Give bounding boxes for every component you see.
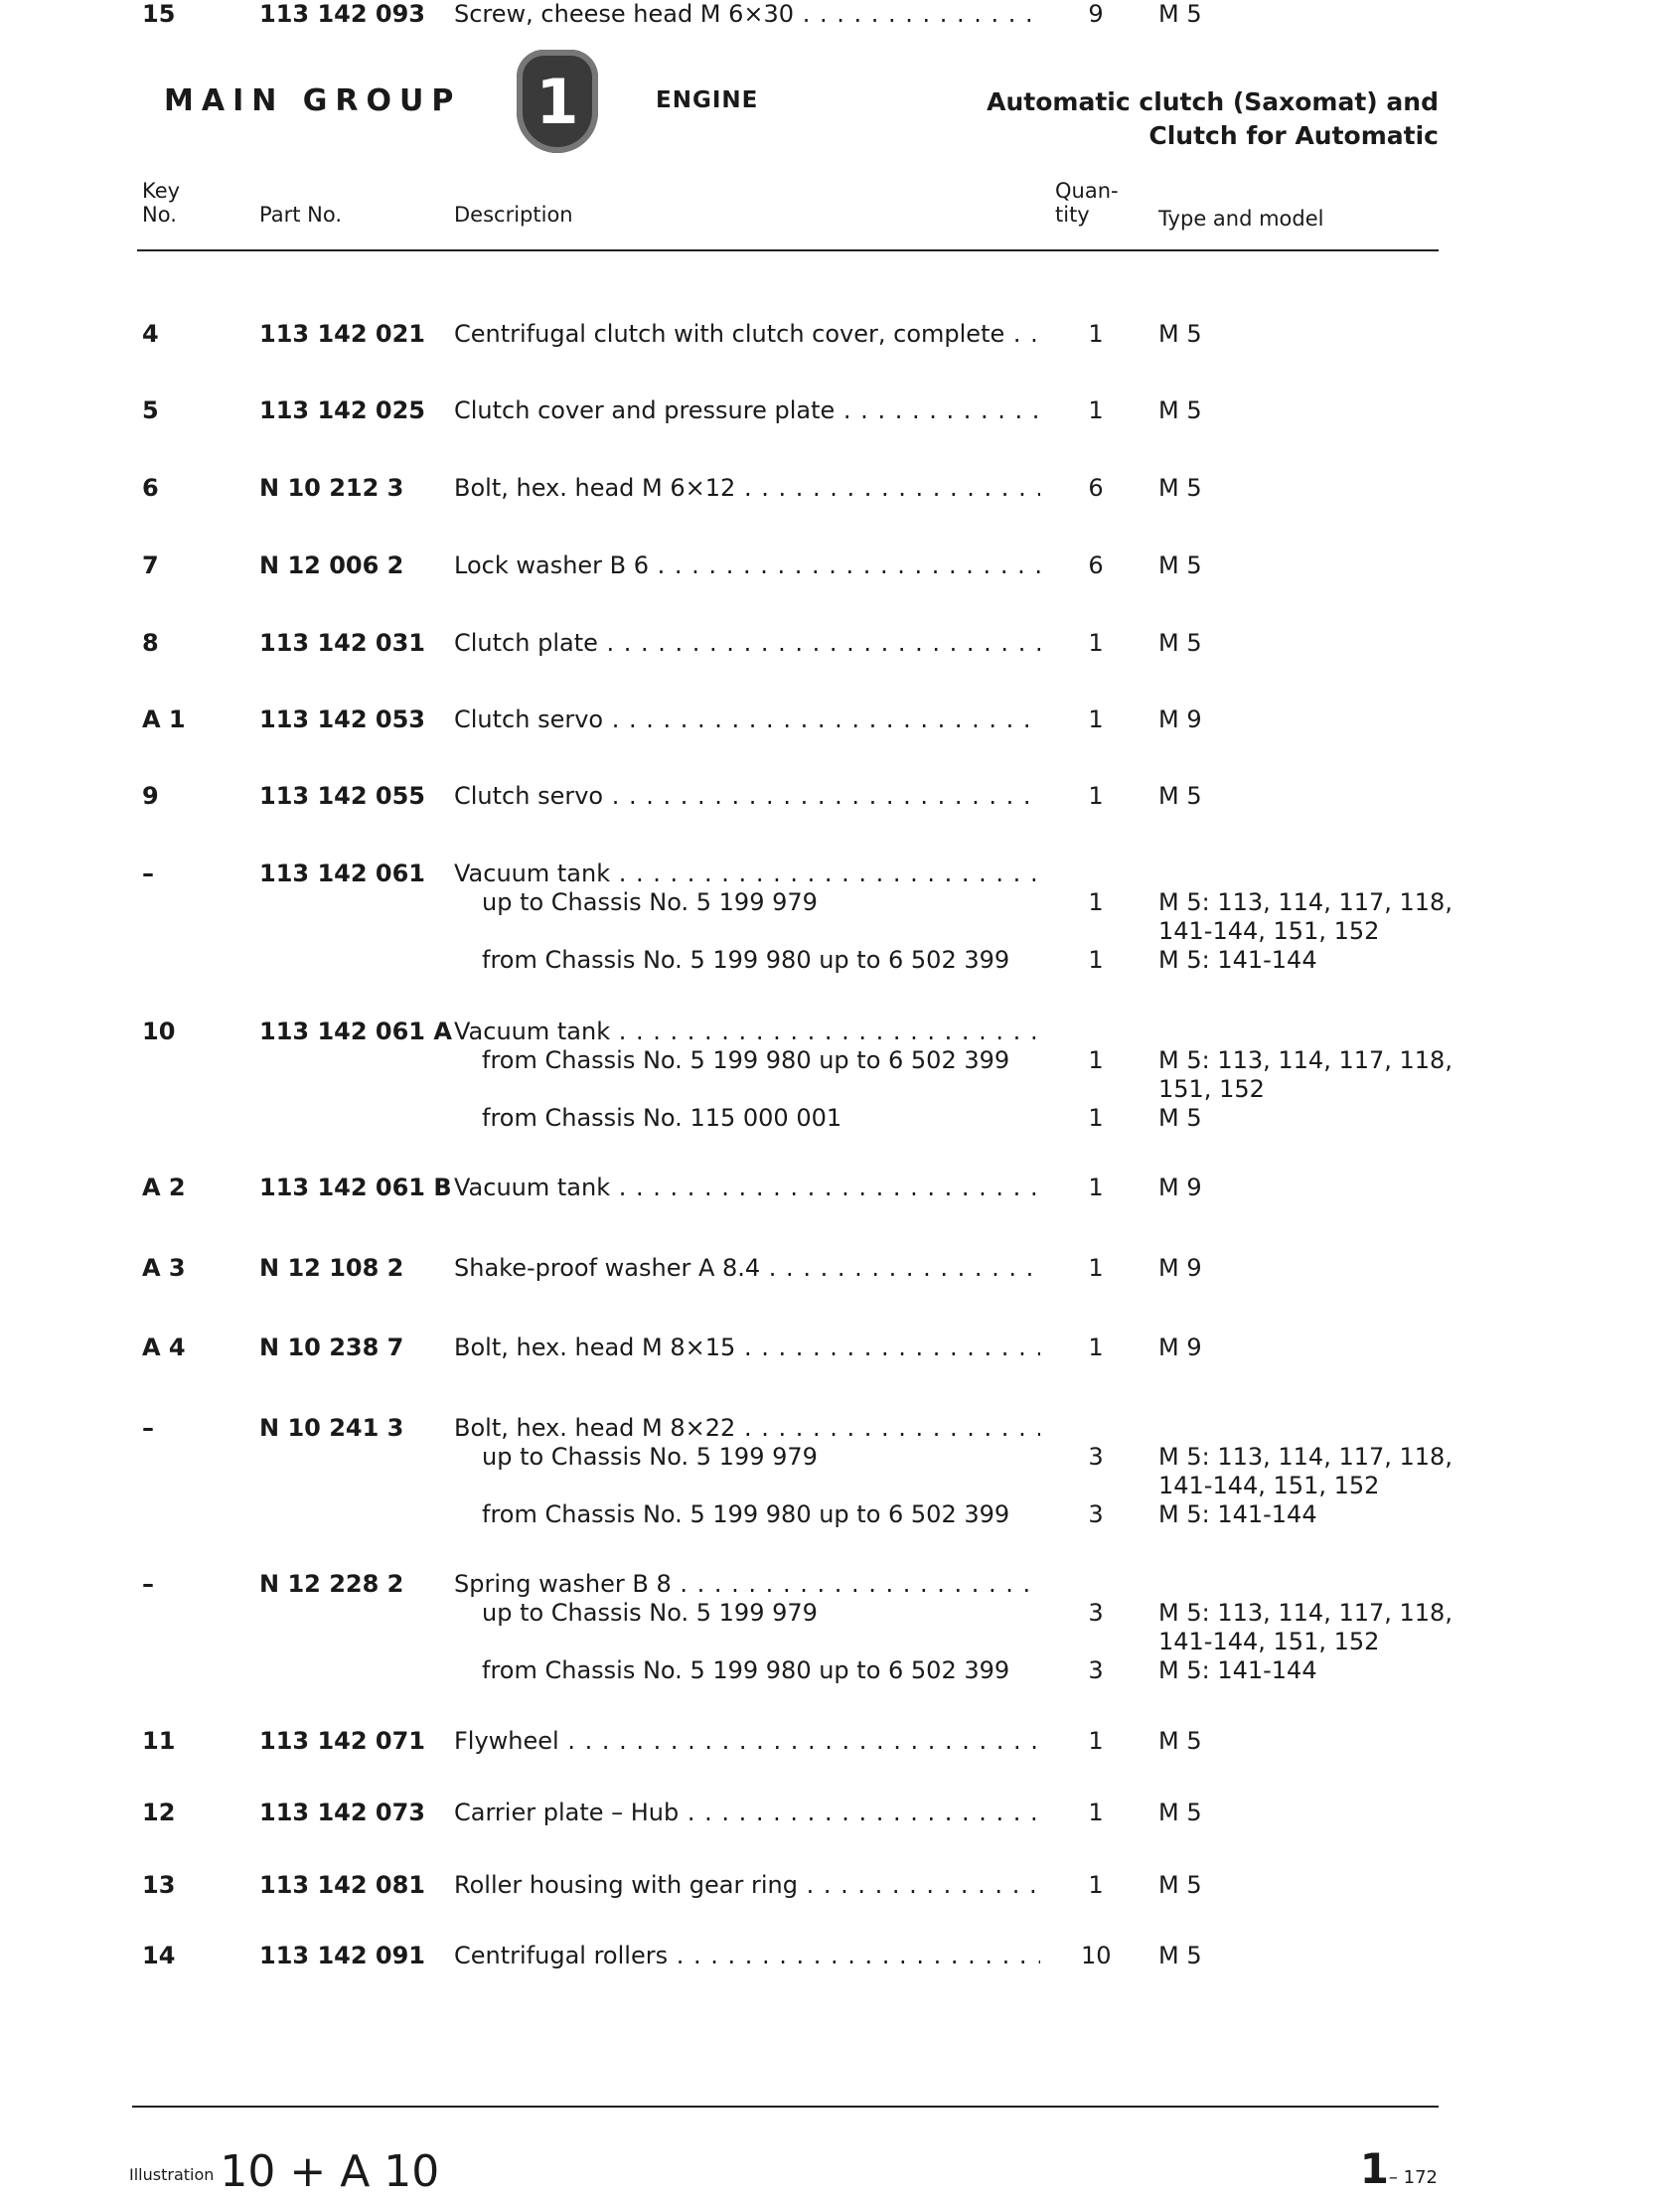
type-and-model — [1158, 629, 1202, 658]
quantity-value: 1 — [1088, 396, 1104, 424]
description — [454, 860, 1040, 975]
type-value: M 5 — [1158, 320, 1202, 348]
quantity-value: 3 — [1088, 1656, 1104, 1684]
part-number: 113 142 061 — [259, 860, 426, 887]
quantity-value: 1 — [1088, 706, 1104, 733]
type-and-model — [1158, 474, 1202, 503]
quantity-value: 6 — [1088, 551, 1104, 579]
quantity — [1081, 1018, 1111, 1133]
quantity-value: 9 — [1088, 0, 1104, 28]
description-sub: up to Chassis No. 5 199 979 — [482, 1599, 818, 1627]
type-value: M 5 — [1158, 629, 1202, 657]
footer-divider — [132, 2106, 1439, 2108]
part-number: N 10 241 3 — [259, 1414, 404, 1442]
description — [454, 1174, 1040, 1202]
illustration-number: 10 + A 10 — [220, 2146, 440, 2197]
type-and-model — [1158, 1254, 1202, 1283]
description-text: Centrifugal clutch with clutch cover, complete . . . — [454, 320, 1040, 349]
type-value: M 5 — [1158, 1727, 1202, 1755]
type-value-continued: 141-144, 151, 152 — [1158, 917, 1380, 945]
page-title-line-1: Automatic clutch (Saxomat) and — [987, 87, 1439, 116]
description — [454, 1727, 1040, 1756]
key-number: – — [142, 1414, 154, 1442]
quantity-value: 1 — [1088, 1174, 1104, 1201]
quantity — [1081, 860, 1111, 975]
type-and-model — [1158, 706, 1202, 734]
main-group-label: MAIN GROUP — [164, 83, 462, 118]
type-value: M 5: 141-144 — [1158, 946, 1317, 974]
type-value: M 5: 113, 114, 117, 118, — [1158, 1443, 1452, 1471]
type-value: M 5 — [1158, 0, 1202, 28]
description-text: Centrifugal rollers . . . — [454, 1942, 1040, 1970]
part-number: 113 142 031 — [259, 629, 426, 657]
description — [454, 782, 1040, 811]
description-text: Clutch servo . . . — [454, 706, 1040, 734]
part-number: 113 142 025 — [259, 396, 426, 424]
type-and-model — [1158, 782, 1202, 811]
type-value: M 5 — [1158, 1799, 1202, 1826]
description — [454, 1942, 1040, 1970]
description-text: Vacuum tank . . . — [454, 1174, 1040, 1202]
key-number: 14 — [142, 1942, 176, 1969]
part-number: N 10 212 3 — [259, 474, 404, 502]
quantity — [1081, 320, 1111, 349]
description-sub: from Chassis No. 5 199 980 up to 6 502 399 — [482, 946, 1010, 974]
type-value: M 5: 141-144 — [1158, 1656, 1317, 1684]
key-number: A 4 — [142, 1334, 186, 1361]
description-text: Bolt, hex. head M 8×22 . . . — [454, 1414, 1040, 1443]
description-text: Shake-proof washer A 8.4 . . . — [454, 1254, 1040, 1283]
description-text: Flywheel . . . — [454, 1727, 1040, 1756]
quantity-value: 1 — [1088, 1046, 1104, 1074]
part-number: N 12 228 2 — [259, 1570, 404, 1598]
type-value: M 5 — [1158, 1104, 1202, 1132]
description-text: Roller housing with gear ring . . . — [454, 1871, 1040, 1900]
key-number: 10 — [142, 1018, 176, 1045]
type-and-model — [1158, 1414, 1452, 1529]
key-number: A 3 — [142, 1254, 186, 1282]
key-number: 5 — [142, 396, 159, 424]
quantity — [1081, 1799, 1111, 1827]
part-number: 113 142 093 — [259, 0, 426, 28]
description — [454, 474, 1040, 503]
description-text: Clutch plate . . . — [454, 629, 1040, 658]
type-value: M 9 — [1158, 1334, 1202, 1361]
description-text: Clutch cover and pressure plate . . . — [454, 396, 1040, 425]
key-number: – — [142, 1570, 154, 1598]
page-title-line-2: Clutch for Automatic — [1148, 121, 1439, 150]
quantity — [1081, 396, 1111, 425]
description-text: Screw, cheese head M 6×30 . . . — [454, 0, 1040, 29]
type-value-continued: 151, 152 — [1158, 1075, 1265, 1103]
quantity — [1081, 1334, 1111, 1362]
description-sub: from Chassis No. 5 199 980 up to 6 502 399 — [482, 1500, 1010, 1528]
type-and-model — [1158, 1570, 1452, 1685]
quantity-value: 1 — [1088, 1334, 1104, 1361]
part-number: 113 142 081 — [259, 1871, 426, 1899]
quantity-value: 1 — [1088, 782, 1104, 810]
description-text: Bolt, hex. head M 6×12 . . . — [454, 474, 1040, 503]
description — [454, 1799, 1040, 1827]
quantity — [1081, 1174, 1111, 1202]
quantity — [1081, 474, 1111, 503]
quantity-value: 1 — [1088, 1254, 1104, 1282]
type-value: M 5 — [1158, 782, 1202, 810]
column-header-quantity: Quan- tity — [1055, 179, 1119, 227]
description — [454, 629, 1040, 658]
part-number: N 12 006 2 — [259, 551, 404, 579]
key-number: 7 — [142, 551, 159, 579]
quantity — [1081, 1942, 1111, 1970]
description — [454, 1254, 1040, 1283]
quantity — [1081, 706, 1111, 734]
part-number: 113 142 061 B — [259, 1174, 452, 1201]
description — [454, 1334, 1040, 1362]
page-title — [987, 85, 1439, 153]
description — [454, 1570, 1040, 1685]
description — [454, 0, 1040, 29]
description-text: Carrier plate – Hub . . . — [454, 1799, 1040, 1827]
key-number: A 2 — [142, 1174, 186, 1201]
type-and-model — [1158, 860, 1452, 975]
key-number: 11 — [142, 1727, 176, 1755]
description — [454, 706, 1040, 734]
type-value: M 9 — [1158, 1254, 1202, 1282]
quantity — [1081, 1727, 1111, 1756]
type-value: M 5: 113, 114, 117, 118, — [1158, 1046, 1452, 1074]
key-number: 9 — [142, 782, 159, 810]
quantity — [1081, 551, 1111, 580]
quantity-value: 3 — [1088, 1599, 1104, 1627]
quantity — [1081, 629, 1111, 658]
description — [454, 1414, 1040, 1529]
part-number: 113 142 061 A — [259, 1018, 452, 1045]
part-number: 113 142 021 — [259, 320, 426, 348]
quantity-value: 1 — [1088, 320, 1104, 348]
illustration-label: Illustration — [129, 2164, 215, 2184]
part-number: 113 142 091 — [259, 1942, 426, 1969]
description-sub: from Chassis No. 5 199 980 up to 6 502 399 — [482, 1046, 1010, 1074]
type-value: M 9 — [1158, 706, 1202, 733]
part-number: N 10 238 7 — [259, 1334, 404, 1361]
type-and-model — [1158, 1871, 1202, 1900]
header-divider — [137, 249, 1439, 251]
quantity-value: 10 — [1081, 1942, 1112, 1969]
description-text: Clutch servo . . . — [454, 782, 1040, 811]
group-number: 1 — [535, 65, 579, 138]
type-value: M 5: 113, 114, 117, 118, — [1158, 888, 1452, 916]
quantity-value: 1 — [1088, 946, 1104, 974]
quantity-value: 1 — [1088, 1727, 1104, 1755]
page-number-main: 1 — [1359, 2144, 1389, 2193]
type-value: M 5 — [1158, 551, 1202, 579]
type-and-model — [1158, 396, 1202, 425]
column-header-key: Key No. — [142, 179, 181, 227]
key-number: 13 — [142, 1871, 176, 1899]
quantity-value: 1 — [1088, 1799, 1104, 1826]
type-and-model — [1158, 1727, 1202, 1756]
type-value: M 5: 113, 114, 117, 118, — [1158, 1599, 1452, 1627]
quantity-value: 1 — [1088, 1871, 1104, 1899]
part-number: 113 142 071 — [259, 1727, 426, 1755]
type-and-model — [1158, 1799, 1202, 1827]
type-and-model — [1158, 0, 1202, 29]
key-number: 12 — [142, 1799, 176, 1826]
type-value: M 5 — [1158, 474, 1202, 502]
key-number: 8 — [142, 629, 159, 657]
description — [454, 320, 1040, 349]
part-number: 113 142 053 — [259, 706, 426, 733]
type-value: M 5: 141-144 — [1158, 1500, 1317, 1528]
type-and-model — [1158, 1334, 1202, 1362]
type-value: M 9 — [1158, 1174, 1202, 1201]
description-sub: up to Chassis No. 5 199 979 — [482, 888, 818, 916]
type-and-model — [1158, 1174, 1202, 1202]
page-number-sub: – 172 — [1388, 2167, 1438, 2188]
type-and-model — [1158, 320, 1202, 349]
description-text: Bolt, hex. head M 8×15 . . . — [454, 1334, 1040, 1362]
quantity-value: 1 — [1088, 1104, 1104, 1132]
description — [454, 1018, 1040, 1133]
page-number — [1360, 2144, 1438, 2193]
column-header-description: Description — [454, 203, 573, 227]
key-number: 15 — [142, 0, 176, 28]
quantity — [1081, 782, 1111, 811]
quantity-value: 3 — [1088, 1443, 1104, 1471]
quantity-value: 3 — [1088, 1500, 1104, 1528]
type-value: M 5 — [1158, 1871, 1202, 1899]
type-and-model — [1158, 551, 1202, 580]
illustration-reference — [129, 2146, 439, 2197]
type-and-model — [1158, 1018, 1452, 1133]
column-header-part: Part No. — [259, 203, 342, 227]
type-value-continued: 141-144, 151, 152 — [1158, 1628, 1380, 1655]
description — [454, 1871, 1040, 1900]
group-number-badge — [517, 50, 598, 153]
description-sub: from Chassis No. 115 000 001 — [482, 1104, 842, 1132]
quantity — [1081, 1570, 1111, 1685]
type-and-model — [1158, 1942, 1202, 1970]
quantity — [1081, 1414, 1111, 1529]
key-number: 6 — [142, 474, 159, 502]
type-value-continued: 141-144, 151, 152 — [1158, 1472, 1380, 1499]
part-number: N 12 108 2 — [259, 1254, 404, 1282]
quantity-value: 1 — [1088, 629, 1104, 657]
column-header-type: Type and model — [1158, 207, 1324, 231]
description-text: Vacuum tank . . . — [454, 860, 1040, 888]
description-text: Spring washer B 8 . . . — [454, 1570, 1040, 1599]
quantity — [1081, 1871, 1111, 1900]
quantity-value: 1 — [1088, 888, 1104, 916]
key-number: A 1 — [142, 706, 186, 733]
quantity — [1081, 0, 1111, 29]
description-text: Lock washer B 6 . . . — [454, 551, 1040, 580]
part-number: 113 142 055 — [259, 782, 426, 810]
description-sub: up to Chassis No. 5 199 979 — [482, 1443, 818, 1471]
key-number: – — [142, 860, 154, 887]
description-text: Vacuum tank . . . — [454, 1018, 1040, 1046]
description — [454, 396, 1040, 425]
description-sub: from Chassis No. 5 199 980 up to 6 502 399 — [482, 1656, 1010, 1684]
description — [454, 551, 1040, 580]
type-value: M 5 — [1158, 1942, 1202, 1969]
section-title: ENGINE — [656, 87, 759, 113]
quantity-value: 6 — [1088, 474, 1104, 502]
quantity — [1081, 1254, 1111, 1283]
part-number: 113 142 073 — [259, 1799, 426, 1826]
type-value: M 5 — [1158, 396, 1202, 424]
key-number: 4 — [142, 320, 159, 348]
